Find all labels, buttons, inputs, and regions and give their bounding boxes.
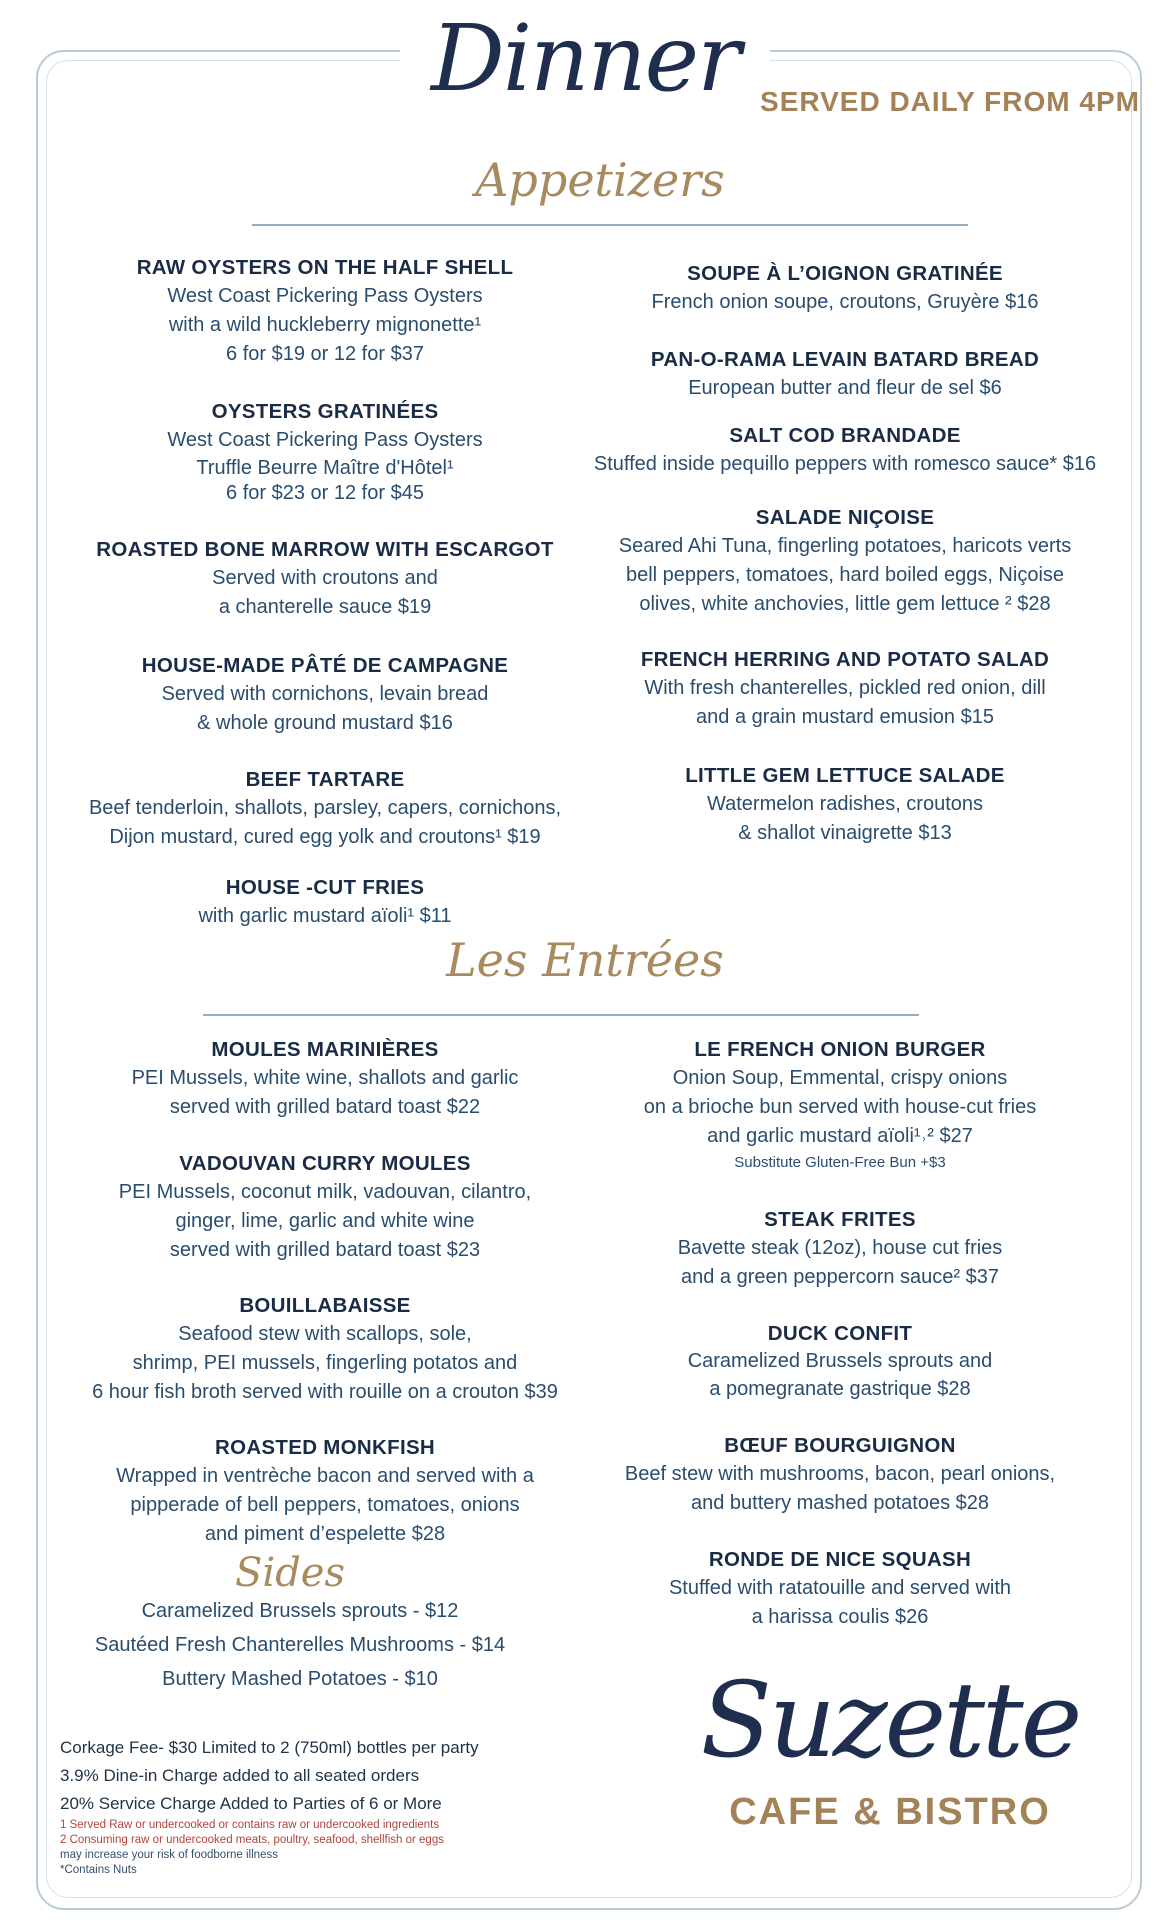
menu-item-steak-frites: STEAK FRITES Bavette steak (12oz), house cut fries and a green peppercorn sauce² $37 [560, 1206, 1120, 1292]
menu-item-curry-moules: VADOUVAN CURRY MOULES PEI Mussels, coconut milk, vadouvan, cilantro, ginger, lime, garlic and white wine served with grilled batard toast $23 [60, 1150, 590, 1265]
menu-item-onion-burger: LE FRENCH ONION BURGER Onion Soup, Emmental, crispy onions on a brioche bun served with house-cut fries and garlic mustard aïoli¹˒² $27 Substitute Gluten-Free Bun +$3 [560, 1036, 1120, 1175]
menu-title: Dinner [430, 5, 740, 112]
item-name: STEAK FRITES [764, 1208, 916, 1231]
menu-item-onion-soup: SOUPE À L’OIGNON GRATINÉE French onion soupe, croutons, Gruyère $16 [560, 260, 1130, 317]
menu-subtitle: SERVED DAILY FROM 4PM [760, 86, 1140, 117]
menu-item-salt-cod: SALT COD BRANDADE Stuffed inside pequillo peppers with romesco sauce* $16 [560, 422, 1130, 479]
menu-item-nice-squash: RONDE DE NICE SQUASH Stuffed with ratatouille and served with a harissa coulis $26 [560, 1546, 1120, 1632]
menu-item-little-gem: LITTLE GEM LETTUCE SALADE Watermelon radishes, croutons & shallot vinaigrette $13 [560, 762, 1130, 848]
item-name: BŒUF BOURGUIGNON [724, 1434, 956, 1457]
item-name: OYSTERS GRATINÉES [211, 400, 439, 423]
menu-item-boeuf-bourguignon: BŒUF BOURGUIGNON Beef stew with mushrooms, bacon, pearl onions, and buttery mashed potatoes $28 [560, 1432, 1120, 1518]
list-item: Sautéed Fresh Chanterelles Mushrooms - $14 [94, 1634, 506, 1656]
menu-item-moules-marinieres: MOULES MARINIÈRES PEI Mussels, white wine, shallots and garlic served with grilled batard toast $22 [60, 1036, 590, 1122]
brand-tagline: CAFE & BISTRO [729, 1791, 1051, 1833]
menu-item-fries: HOUSE -CUT FRIES with garlic mustard aïoli¹ $11 [60, 874, 590, 931]
menu-item-salade-nicoise: SALADE NIÇOISE Seared Ahi Tuna, fingerling potatoes, haricots verts bell peppers, tomatoes, hard boiled eggs, Niçoise olives, white anchovies, little gem lettuce ² $28 [560, 504, 1130, 619]
item-name: FRENCH HERRING AND POTATO SALAD [640, 648, 1050, 671]
menu-item-beef-tartare: BEEF TARTARE Beef tenderloin, shallots, parsley, capers, cornichons, Dijon mustard, cured egg yolk and croutons¹ $19 [60, 766, 590, 852]
brand-name: Suzette [700, 1659, 1080, 1781]
sides-list [40, 1594, 560, 1696]
menu-notes: Corkage Fee- $30 Limited to 2 (750ml) bottles per party 3.9% Dine-in Charge added to all seated orders 20% Service Charge Added to Parties of 6 or More 1 Served Raw or undercooked or contains raw or undercooked ingredients 2 Consuming raw or undercooked meats, poultry, seafood, shellfish or eggs may increase your risk of foodborne illness *Contains Nuts [60, 1738, 479, 1876]
item-name: LITTLE GEM LETTUCE SALADE [685, 764, 1005, 787]
item-name: HOUSE-MADE PÂTÉ DE CAMPAGNE [141, 654, 509, 677]
entrees-heading: Les Entrées [446, 933, 724, 987]
item-name: LE FRENCH ONION BURGER [694, 1038, 986, 1061]
item-name: RAW OYSTERS ON THE HALF SHELL [136, 256, 514, 279]
sides-heading: Sides [235, 1550, 345, 1596]
list-item: Caramelized Brussels sprouts - $12 [141, 1600, 459, 1622]
menu-item-pate: HOUSE-MADE PÂTÉ DE CAMPAGNE Served with cornichons, levain bread & whole ground mustard $16 [60, 652, 590, 738]
item-name: HOUSE -CUT FRIES [225, 876, 425, 899]
appetizers-heading: Appetizers [475, 153, 725, 207]
gluten-free-note: Substitute Gluten-Free Bun +$3 [734, 1154, 946, 1171]
menu-item-herring-salad: FRENCH HERRING AND POTATO SALAD With fresh chanterelles, pickled red onion, dill and a grain mustard emusion $15 [560, 646, 1130, 732]
item-name: ROASTED BONE MARROW WITH ESCARGOT [96, 538, 554, 561]
menu-item-duck-confit: DUCK CONFIT Caramelized Brussels sprouts and a pomegranate gastrique $28 [560, 1320, 1120, 1404]
item-name: DUCK CONFIT [767, 1322, 913, 1345]
menu-item-oysters-gratinees: OYSTERS GRATINÉES West Coast Pickering Pass Oysters Truffle Beurre Maître d'Hôtel¹ 6 for $23 or 12 for $45 [60, 398, 590, 505]
item-name: VADOUVAN CURRY MOULES [179, 1152, 471, 1175]
item-name: SOUPE À L’OIGNON GRATINÉE [687, 262, 1003, 285]
item-name: MOULES MARINIÈRES [211, 1038, 439, 1061]
menu-item-monkfish: ROASTED MONKFISH Wrapped in ventrèche bacon and served with a pipperade of bell peppers, tomatoes, onions and piment d’espelette $28 [60, 1434, 590, 1549]
item-name: ROASTED MONKFISH [214, 1436, 436, 1459]
appetizers-rule [252, 224, 968, 226]
item-name: PAN-O-RAMA LEVAIN BATARD BREAD [650, 348, 1040, 371]
menu-item-levain-bread: PAN-O-RAMA LEVAIN BATARD BREAD European butter and fleur de sel $6 [560, 346, 1130, 403]
item-name: SALT COD BRANDADE [729, 424, 961, 447]
brand-logo [660, 1650, 1120, 1834]
item-name: BOUILLABAISSE [239, 1294, 411, 1317]
menu-item-bone-marrow: ROASTED BONE MARROW WITH ESCARGOT Served with croutons and a chanterelle sauce $19 [60, 536, 590, 622]
entrees-rule [203, 1014, 919, 1016]
item-name: BEEF TARTARE [245, 768, 405, 791]
list-item: Buttery Mashed Potatoes - $10 [162, 1668, 438, 1690]
item-name: RONDE DE NICE SQUASH [708, 1548, 972, 1571]
menu-item-raw-oysters: RAW OYSTERS ON THE HALF SHELL West Coast Pickering Pass Oysters with a wild huckleberry mignonette¹ 6 for $19 or 12 for $37 [60, 254, 590, 369]
item-name: SALADE NIÇOISE [755, 506, 935, 529]
menu-item-bouillabaisse: BOUILLABAISSE Seafood stew with scallops, sole, shrimp, PEI mussels, fingerling potatos and 6 hour fish broth served with rouille on a crouton $39 [60, 1292, 590, 1407]
